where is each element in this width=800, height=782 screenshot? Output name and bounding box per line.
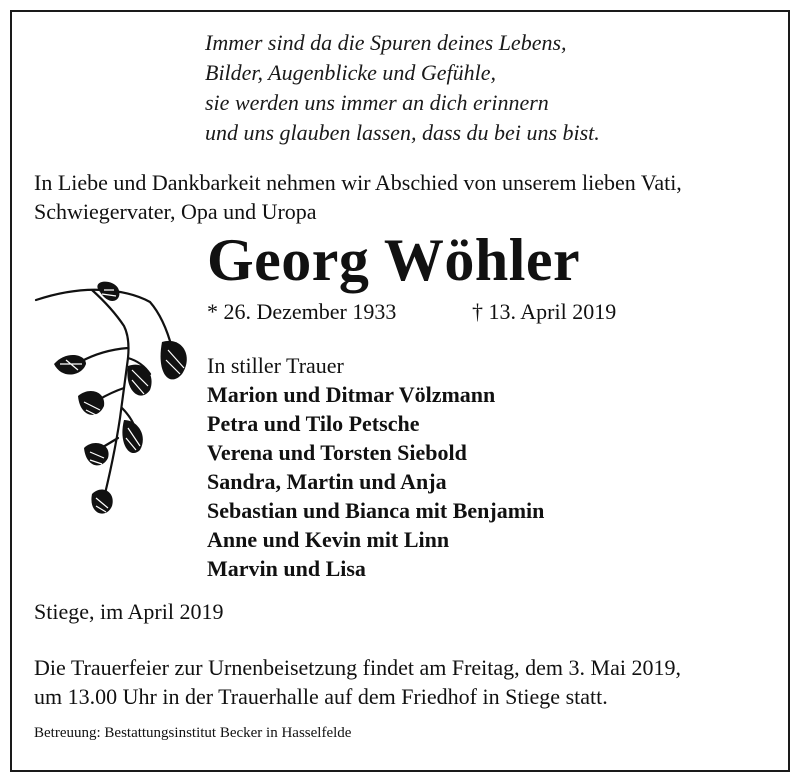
birch-branch-icon bbox=[32, 278, 202, 528]
mourners-list bbox=[207, 351, 544, 583]
poem-line: sie werden uns immer an dich erinnern bbox=[205, 90, 549, 115]
poem bbox=[205, 28, 600, 148]
poem-line: Bilder, Augenblicke und Gefühle, bbox=[205, 60, 497, 85]
poem-line: und uns glauben lassen, dass du bei uns bist. bbox=[205, 120, 600, 145]
intro-text bbox=[34, 168, 774, 226]
mourner-name: Verena und Torsten Siebold bbox=[207, 440, 467, 465]
funeral-line: Die Trauerfeier zur Urnenbeisetzung findet am Freitag, dem 3. Mai 2019, bbox=[34, 655, 681, 680]
deceased-name: Georg Wöhler bbox=[207, 227, 581, 293]
intro-line: In Liebe und Dankbarkeit nehmen wir Abschied von unserem lieben Vati, bbox=[34, 170, 682, 195]
care-notice: Betreuung: Bestattungsinstitut Becker in Hasselfelde bbox=[34, 725, 352, 741]
mourner-name: Petra und Tilo Petsche bbox=[207, 411, 420, 436]
intro-line: Schwiegervater, Opa und Uropa bbox=[34, 199, 317, 224]
funeral-line: um 13.00 Uhr in der Trauerhalle auf dem Friedhof in Stiege statt. bbox=[34, 684, 608, 709]
death-date: † 13. April 2019 bbox=[472, 299, 617, 324]
mourner-name: Sebastian und Bianca mit Benjamin bbox=[207, 498, 545, 523]
mourner-name: Marvin und Lisa bbox=[207, 556, 366, 581]
mourner-name: Marion und Ditmar Völzmann bbox=[207, 382, 496, 407]
mourner-name: Anne und Kevin mit Linn bbox=[207, 527, 450, 552]
funeral-info bbox=[34, 653, 681, 711]
birth-date: * 26. Dezember 1933 bbox=[207, 299, 397, 324]
poem-line: Immer sind da die Spuren deines Lebens, bbox=[205, 30, 567, 55]
mourners-heading: In stiller Trauer bbox=[207, 353, 344, 378]
mourner-name: Sandra, Martin und Anja bbox=[207, 469, 447, 494]
place-date: Stiege, im April 2019 bbox=[34, 599, 224, 624]
